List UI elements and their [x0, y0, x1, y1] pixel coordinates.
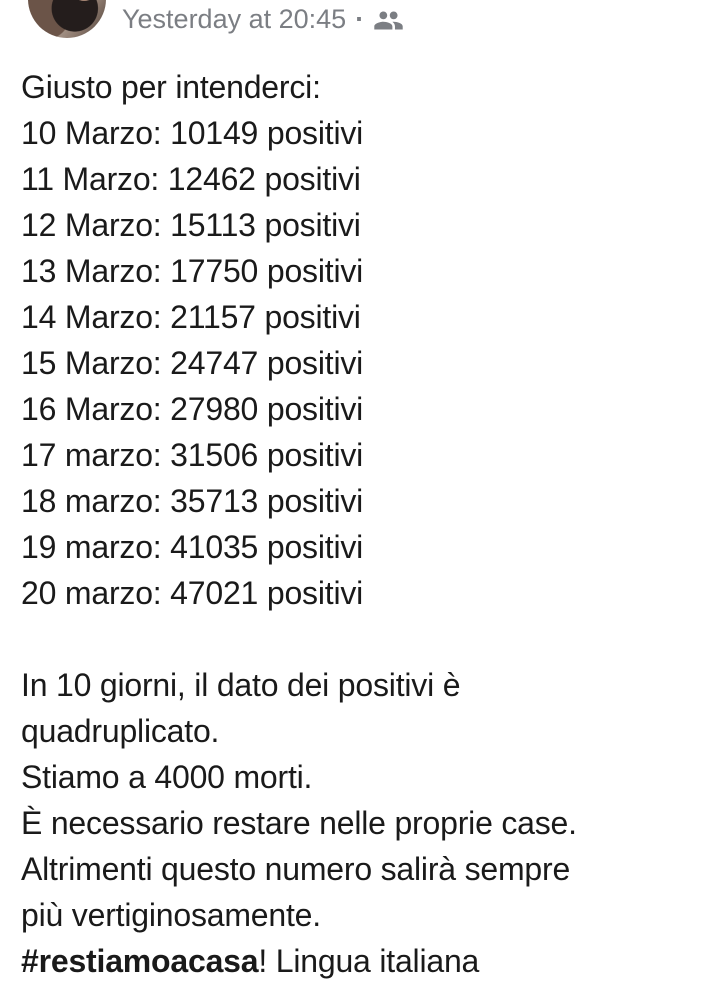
post-line: 19 marzo: 41035 positivi	[21, 529, 364, 565]
post-line: 12 Marzo: 15113 positivi	[21, 207, 361, 243]
post-line: 15 Marzo: 24747 positivi	[21, 345, 364, 381]
post-line: più vertiginosamente.	[21, 897, 321, 933]
hashtag-link[interactable]: #restiamoacasa	[21, 943, 259, 979]
post-line: 16 Marzo: 27980 positivi	[21, 391, 364, 427]
post-meta	[122, 0, 404, 38]
post-line: In 10 giorni, il dato dei positivi è	[21, 667, 461, 703]
post-timestamp[interactable]: Yesterday at 20:45	[122, 4, 347, 34]
hashtag-suffix: ! Lingua italiana	[258, 943, 480, 979]
friends-icon	[373, 5, 404, 36]
post-line: quadruplicato.	[21, 713, 220, 749]
post-line: 13 Marzo: 17750 positivi	[21, 253, 364, 289]
post-line: Giusto per intenderci:	[21, 69, 321, 105]
post-line: 11 Marzo: 12462 positivi	[21, 161, 361, 197]
post-line: È necessario restare nelle proprie case.	[21, 805, 577, 841]
post-line: 18 marzo: 35713 positivi	[21, 483, 364, 519]
post-body	[21, 64, 723, 984]
post-line: 17 marzo: 31506 positivi	[21, 437, 364, 473]
post-line-hashtag	[21, 938, 723, 984]
avatar[interactable]	[28, 0, 106, 38]
post-header	[0, 0, 723, 56]
post-line-blank	[21, 616, 723, 662]
post-line: 14 Marzo: 21157 positivi	[21, 299, 361, 335]
post-line: 20 marzo: 47021 positivi	[21, 575, 364, 611]
meta-separator: ·	[355, 4, 365, 34]
post-line: 10 Marzo: 10149 positivi	[21, 115, 364, 151]
post-line: Stiamo a 4000 morti.	[21, 759, 313, 795]
post-line: Altrimenti questo numero salirà sempre	[21, 851, 571, 887]
